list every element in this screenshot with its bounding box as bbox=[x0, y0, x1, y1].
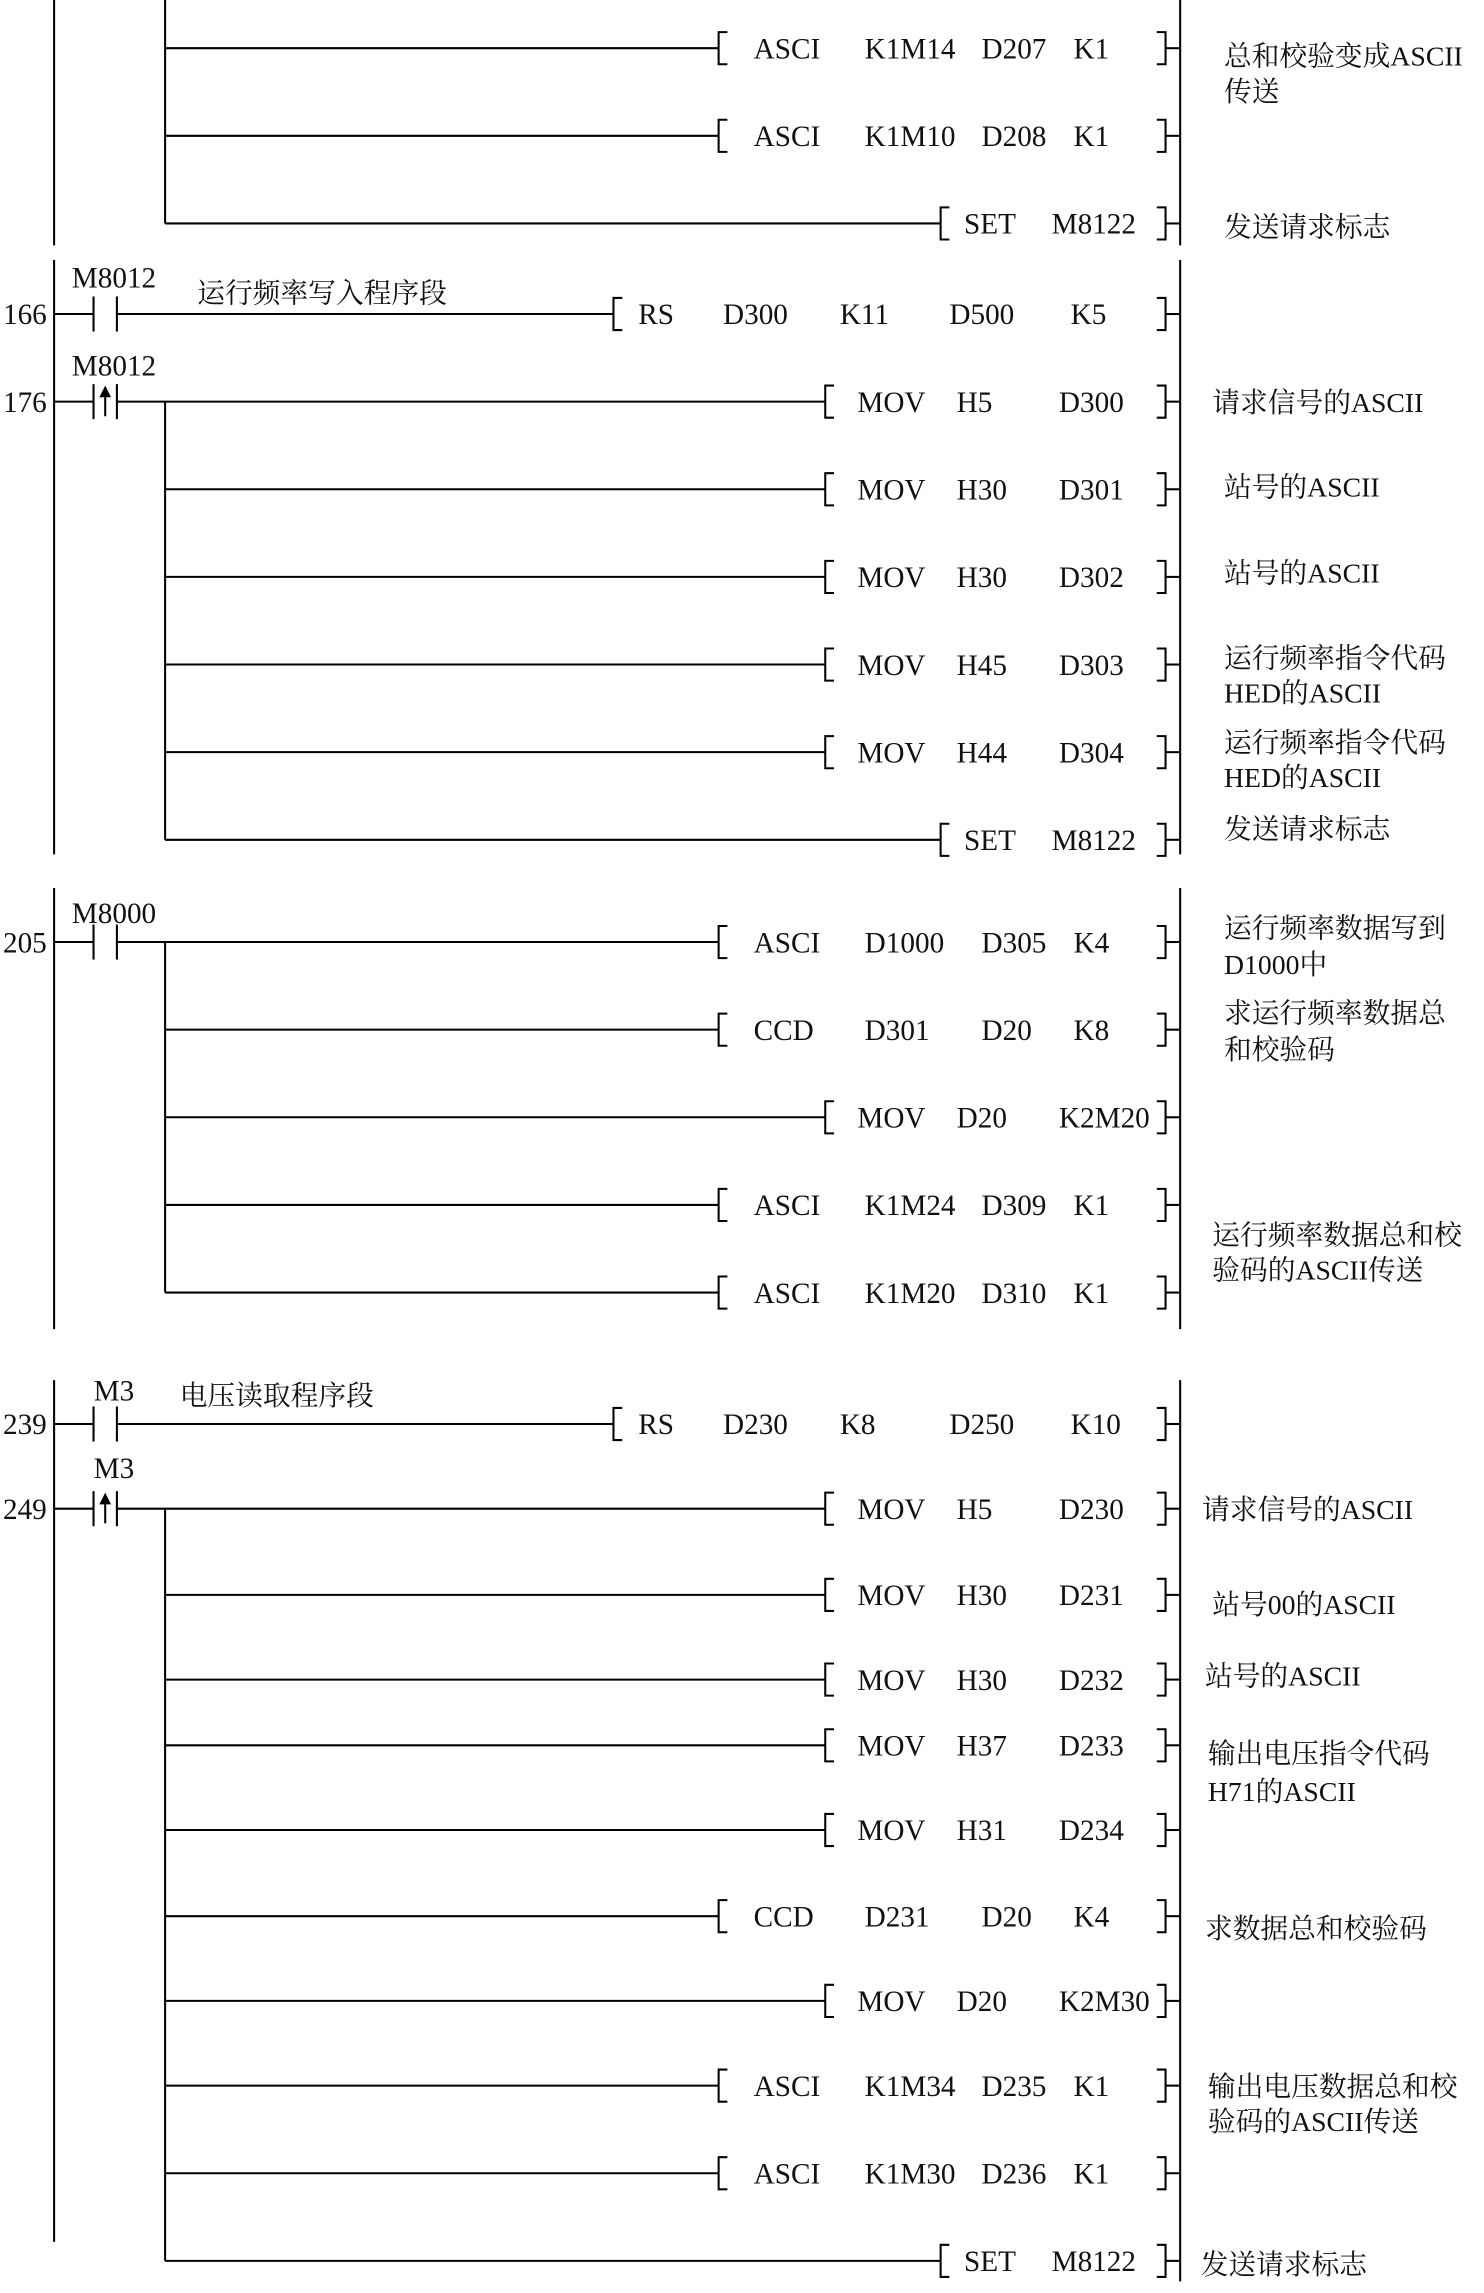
instruction-operand: K1M24 bbox=[864, 1190, 956, 1223]
rung-comment: 运行频率指令代码 bbox=[1223, 728, 1446, 760]
instruction-bracket-left bbox=[825, 473, 834, 505]
rung-comment: 求数据总和校验码 bbox=[1204, 1914, 1427, 1946]
instruction-operand: K8 bbox=[839, 1409, 876, 1442]
instruction-mnemonic: MOV bbox=[857, 1730, 926, 1763]
instruction-operand: D231 bbox=[864, 1901, 930, 1934]
instruction-mnemonic: SET bbox=[963, 2246, 1016, 2279]
instruction-bracket-right bbox=[1157, 1900, 1166, 1932]
instruction-bracket-right bbox=[1157, 561, 1166, 593]
instruction-operand: D301 bbox=[1058, 474, 1124, 507]
instruction-operand: K1M20 bbox=[864, 1277, 956, 1310]
instruction-bracket-right bbox=[1157, 1276, 1166, 1308]
instruction-mnemonic: ASCI bbox=[753, 1277, 821, 1310]
rung-comment: 运行频率指令代码 bbox=[1223, 643, 1446, 675]
step-number: 239 bbox=[2, 1409, 47, 1442]
contact-label: M8012 bbox=[71, 262, 157, 295]
instruction-bracket-right bbox=[1157, 473, 1166, 505]
instruction-bracket-left bbox=[719, 926, 728, 958]
instruction-bracket-left bbox=[719, 1900, 728, 1932]
instruction-mnemonic: RS bbox=[638, 1409, 675, 1442]
rung-comment: H71的ASCII bbox=[1207, 1776, 1356, 1808]
instruction-operand: D250 bbox=[949, 1409, 1015, 1442]
step-number: 249 bbox=[2, 1493, 47, 1526]
instruction-mnemonic: MOV bbox=[857, 1986, 926, 2019]
instruction-operand: K1M10 bbox=[864, 121, 956, 154]
instruction-operand: D310 bbox=[981, 1277, 1047, 1310]
instruction-operand: K1 bbox=[1073, 33, 1110, 66]
instruction-operand: K1M34 bbox=[864, 2070, 956, 2103]
instruction-operand: M8122 bbox=[1051, 825, 1137, 858]
normally-open-contact-icon bbox=[94, 1406, 117, 1441]
instruction-mnemonic: ASCI bbox=[753, 2158, 821, 2191]
instruction-operand: K1 bbox=[1073, 2158, 1110, 2191]
instruction-operand: K1M30 bbox=[864, 2158, 956, 2191]
instruction-bracket-right bbox=[1157, 926, 1166, 958]
instruction-operand: H30 bbox=[956, 1580, 1007, 1613]
instruction-bracket-left bbox=[825, 1814, 834, 1846]
instruction-bracket-right bbox=[1157, 1579, 1166, 1611]
instruction-bracket-left bbox=[941, 207, 950, 239]
instruction-operand: D20 bbox=[956, 1986, 1007, 2019]
instruction-bracket-right bbox=[1157, 298, 1166, 330]
instruction-bracket-left bbox=[825, 1664, 834, 1696]
instruction-bracket-left bbox=[825, 1493, 834, 1525]
instruction-bracket-right bbox=[1157, 1985, 1166, 2017]
step-number: 205 bbox=[2, 927, 47, 960]
instruction-mnemonic: MOV bbox=[857, 386, 926, 419]
instruction-operand: D231 bbox=[1058, 1580, 1124, 1613]
instruction-operand: D300 bbox=[1058, 386, 1124, 419]
instruction-operand: K4 bbox=[1073, 1901, 1110, 1934]
instruction-bracket-right bbox=[1157, 2070, 1166, 2102]
instruction-operand: D20 bbox=[981, 1014, 1032, 1047]
rung-comment: 输出电压数据总和校 bbox=[1207, 2071, 1458, 2103]
instruction-mnemonic: MOV bbox=[857, 1493, 926, 1526]
instruction-bracket-left bbox=[719, 1189, 728, 1221]
step-number: 166 bbox=[2, 299, 47, 332]
instruction-operand: H44 bbox=[956, 737, 1007, 770]
instruction-operand: H37 bbox=[956, 1730, 1007, 1763]
instruction-operand: H5 bbox=[956, 1493, 993, 1526]
instruction-operand: D302 bbox=[1058, 562, 1124, 595]
instruction-operand: K5 bbox=[1070, 299, 1107, 332]
instruction-mnemonic: MOV bbox=[857, 474, 926, 507]
rising-edge-arrowhead bbox=[99, 386, 111, 398]
instruction-operand: D500 bbox=[949, 299, 1015, 332]
instruction-operand: H31 bbox=[956, 1815, 1007, 1848]
rising-edge-contact-icon bbox=[94, 1491, 117, 1526]
instruction-bracket-left bbox=[719, 120, 728, 152]
instruction-mnemonic: MOV bbox=[857, 649, 926, 682]
instruction-operand: D20 bbox=[956, 1102, 1007, 1135]
instruction-bracket-right bbox=[1157, 2157, 1166, 2189]
instruction-mnemonic: ASCI bbox=[753, 927, 821, 960]
instruction-operand: D208 bbox=[981, 121, 1047, 154]
instruction-operand: D300 bbox=[723, 299, 788, 332]
instruction-bracket-left bbox=[941, 2245, 950, 2277]
instruction-bracket-right bbox=[1157, 648, 1166, 680]
normally-open-contact-icon bbox=[94, 296, 117, 331]
instruction-operand: K10 bbox=[1070, 1409, 1121, 1442]
instruction-bracket-right bbox=[1157, 1814, 1166, 1846]
program-segment-title: 运行频率写入程序段 bbox=[197, 278, 447, 310]
rung-comment: 发送请求标志 bbox=[1200, 2250, 1368, 2282]
instruction-bracket-left bbox=[825, 1579, 834, 1611]
instruction-operand: K2M30 bbox=[1058, 1986, 1150, 2019]
instruction-bracket-left bbox=[825, 1101, 834, 1133]
instruction-mnemonic: CCD bbox=[753, 1014, 814, 1047]
instruction-mnemonic: ASCI bbox=[753, 33, 821, 66]
rising-edge-arrowhead bbox=[99, 1493, 111, 1505]
instruction-bracket-left bbox=[719, 32, 728, 64]
contact-label: M8012 bbox=[71, 350, 157, 383]
instruction-mnemonic: SET bbox=[963, 825, 1016, 858]
instruction-bracket-right bbox=[1157, 736, 1166, 768]
instruction-bracket-right bbox=[1157, 207, 1166, 239]
instruction-operand: K1 bbox=[1073, 121, 1110, 154]
rung-comment: 总和校验变成ASCII bbox=[1223, 41, 1463, 73]
instruction-operand: D207 bbox=[981, 33, 1047, 66]
instruction-bracket-right bbox=[1157, 32, 1166, 64]
instruction-operand: D236 bbox=[981, 2158, 1047, 2191]
rung-comment: 请求信号的ASCII bbox=[1202, 1494, 1414, 1526]
instruction-operand: D303 bbox=[1058, 649, 1124, 682]
instruction-bracket-left bbox=[825, 1729, 834, 1761]
rung-comment: 发送请求标志 bbox=[1223, 212, 1391, 244]
rung-comment: 验码的ASCII传送 bbox=[1207, 2106, 1420, 2138]
instruction-bracket-right bbox=[1157, 120, 1166, 152]
instruction-operand: D20 bbox=[981, 1901, 1032, 1934]
contact-label: M3 bbox=[93, 1453, 135, 1486]
instruction-bracket-left bbox=[825, 386, 834, 418]
instruction-operand: K1 bbox=[1073, 2070, 1110, 2103]
instruction-mnemonic: ASCI bbox=[753, 121, 821, 154]
instruction-operand: D305 bbox=[981, 927, 1047, 960]
instruction-mnemonic: SET bbox=[963, 208, 1016, 241]
rising-edge-contact-icon bbox=[94, 384, 117, 419]
rung-comment: 发送请求标志 bbox=[1223, 814, 1391, 846]
instruction-operand: K1 bbox=[1073, 1277, 1110, 1310]
instruction-operand: D233 bbox=[1058, 1730, 1124, 1763]
step-number: 176 bbox=[2, 386, 47, 419]
rung-comment: 站号的ASCII bbox=[1204, 1661, 1361, 1693]
instruction-bracket-left bbox=[825, 1985, 834, 2017]
instruction-bracket-right bbox=[1157, 1101, 1166, 1133]
instruction-mnemonic: CCD bbox=[753, 1901, 814, 1934]
instruction-operand: M8122 bbox=[1051, 208, 1137, 241]
contact-label: M8000 bbox=[71, 898, 157, 931]
rung-comment: 运行频率数据写到 bbox=[1223, 913, 1446, 945]
instruction-bracket-right bbox=[1157, 386, 1166, 418]
instruction-mnemonic: MOV bbox=[857, 1815, 926, 1848]
instruction-operand: D309 bbox=[981, 1190, 1047, 1223]
instruction-operand: K2M20 bbox=[1058, 1102, 1150, 1135]
instruction-operand: D301 bbox=[864, 1014, 930, 1047]
instruction-operand: K4 bbox=[1073, 927, 1110, 960]
instruction-operand: D1000 bbox=[864, 927, 945, 960]
rung-comment: HED的ASCII bbox=[1223, 763, 1382, 795]
instruction-operand: H30 bbox=[956, 474, 1007, 507]
rung-comment: 运行频率数据总和校 bbox=[1212, 1220, 1462, 1252]
instruction-mnemonic: MOV bbox=[857, 562, 926, 595]
instruction-bracket-right bbox=[1157, 1189, 1166, 1221]
instruction-bracket-left bbox=[613, 1408, 622, 1440]
rung-comment: 站号的ASCII bbox=[1223, 472, 1380, 504]
instruction-operand: K1M14 bbox=[864, 33, 956, 66]
instruction-bracket-left bbox=[941, 824, 950, 856]
instruction-bracket-left bbox=[613, 298, 622, 330]
instruction-operand: H30 bbox=[956, 1664, 1007, 1697]
instruction-bracket-left bbox=[719, 1014, 728, 1046]
rung-comment: 验码的ASCII传送 bbox=[1212, 1255, 1424, 1287]
instruction-operand: H5 bbox=[956, 386, 993, 419]
instruction-bracket-right bbox=[1157, 824, 1166, 856]
rung-comment: 传送 bbox=[1223, 76, 1280, 108]
rung-comment: D1000中 bbox=[1223, 950, 1328, 982]
instruction-bracket-left bbox=[719, 1276, 728, 1308]
instruction-mnemonic: ASCI bbox=[753, 1190, 821, 1223]
instruction-bracket-right bbox=[1157, 1729, 1166, 1761]
instruction-operand: K1 bbox=[1073, 1190, 1110, 1223]
rung-comment: 站号00的ASCII bbox=[1212, 1589, 1396, 1621]
instruction-bracket-right bbox=[1157, 2245, 1166, 2277]
instruction-mnemonic: ASCI bbox=[753, 2070, 821, 2103]
instruction-bracket-left bbox=[719, 2157, 728, 2189]
instruction-operand: H45 bbox=[956, 649, 1007, 682]
instruction-operand: H30 bbox=[956, 562, 1007, 595]
instruction-operand: D232 bbox=[1058, 1664, 1124, 1697]
rung-comment: 站号的ASCII bbox=[1223, 558, 1380, 590]
instruction-operand: K8 bbox=[1073, 1014, 1110, 1047]
instruction-bracket-right bbox=[1157, 1664, 1166, 1696]
instruction-operand: D230 bbox=[1058, 1493, 1124, 1526]
rung-comment: 求运行频率数据总 bbox=[1223, 998, 1446, 1030]
rung-comment: 请求信号的ASCII bbox=[1212, 387, 1424, 419]
instruction-operand: D230 bbox=[723, 1409, 788, 1442]
instruction-operand: M8122 bbox=[1051, 2246, 1137, 2279]
instruction-bracket-left bbox=[825, 736, 834, 768]
instruction-bracket-right bbox=[1157, 1014, 1166, 1046]
instruction-bracket-right bbox=[1157, 1408, 1166, 1440]
instruction-operand: D304 bbox=[1058, 737, 1124, 770]
program-segment-title: 电压读取程序段 bbox=[179, 1381, 374, 1413]
instruction-operand: D234 bbox=[1058, 1815, 1124, 1848]
instruction-bracket-left bbox=[825, 648, 834, 680]
instruction-mnemonic: MOV bbox=[857, 737, 926, 770]
instruction-bracket-left bbox=[825, 561, 834, 593]
contact-label: M3 bbox=[93, 1375, 135, 1408]
rung-comment: HED的ASCII bbox=[1223, 678, 1382, 710]
instruction-mnemonic: MOV bbox=[857, 1664, 926, 1697]
instruction-mnemonic: RS bbox=[638, 299, 675, 332]
instruction-bracket-left bbox=[719, 2070, 728, 2102]
instruction-operand: D235 bbox=[981, 2070, 1047, 2103]
instruction-operand: K11 bbox=[839, 299, 890, 332]
rung-comment: 输出电压指令代码 bbox=[1207, 1738, 1430, 1770]
instruction-bracket-right bbox=[1157, 1493, 1166, 1525]
rung-comment: 和校验码 bbox=[1223, 1034, 1335, 1066]
instruction-mnemonic: MOV bbox=[857, 1580, 926, 1613]
instruction-mnemonic: MOV bbox=[857, 1102, 926, 1135]
